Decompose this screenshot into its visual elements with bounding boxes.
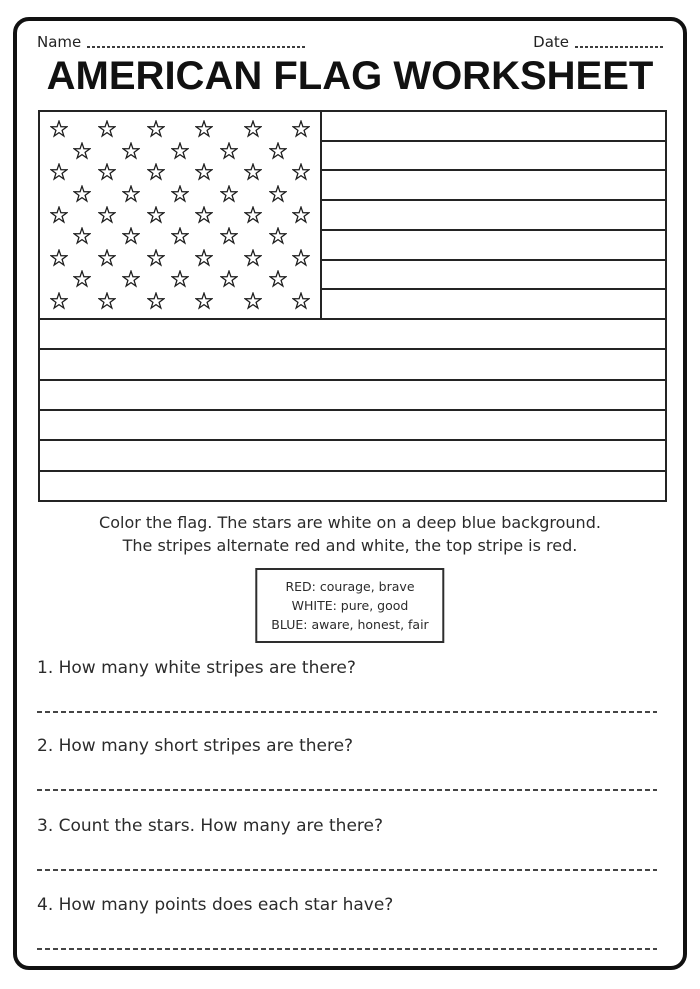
star-icon [171,227,189,245]
legend-line-white: WHITE: pure, good [291,598,409,613]
star-icon [98,292,116,310]
star-icon [244,292,262,310]
stripe [40,411,665,441]
worksheet-page-border [13,17,687,970]
name-label: Name [37,33,82,51]
stripe [40,381,665,411]
star-row [40,227,320,245]
question-text-2: 2. How many short stripes are there? [37,736,354,756]
date-label: Date [533,33,569,51]
star-row [40,120,320,138]
stripe [322,142,665,172]
star-icon [292,249,310,267]
name-input-line [87,46,307,48]
name-field [37,33,307,51]
star-icon [292,292,310,310]
flag-canton [40,112,322,320]
color-legend-box [255,568,444,643]
stripe [40,320,665,350]
stripe [322,290,665,320]
star-icon [220,270,238,288]
star-icon [292,120,310,138]
star-icon [171,142,189,160]
star-icon [195,206,213,224]
star-icon [122,142,140,160]
star-icon [269,142,287,160]
star-icon [98,120,116,138]
page-title: AMERICAN FLAG WORKSHEET [46,54,654,98]
star-icon [195,249,213,267]
star-icon [292,206,310,224]
star-icon [269,227,287,245]
star-icon [147,163,165,181]
star-icon [73,142,91,160]
star-row [40,292,320,310]
header-fields [37,33,663,51]
stripe [40,350,665,380]
question-text-1: 1. How many white stripes are there? [37,658,356,678]
star-icon [50,206,68,224]
star-icon [50,292,68,310]
answer-line-3 [37,869,657,871]
question-text-3: 3. Count the stars. How many are there? [37,816,384,836]
star-icon [244,206,262,224]
star-row [40,163,320,181]
star-icon [98,249,116,267]
star-icon [244,120,262,138]
star-icon [98,163,116,181]
stripe [322,112,665,142]
star-row [40,142,320,160]
question-block-4 [37,892,657,950]
star-icon [122,185,140,203]
star-icon [171,270,189,288]
short-stripes [322,112,665,320]
star-row [40,270,320,288]
legend-line-blue: BLUE: aware, honest, fair [271,617,429,632]
star-icon [269,185,287,203]
question-block-3 [37,813,657,871]
star-icon [73,227,91,245]
star-icon [50,163,68,181]
star-row [40,249,320,267]
star-icon [195,163,213,181]
date-input-line [575,46,663,48]
answer-line-4 [37,948,657,950]
stripe [322,201,665,231]
star-icon [195,120,213,138]
answer-line-2 [37,789,657,791]
star-icon [122,270,140,288]
star-icon [73,185,91,203]
star-icon [147,120,165,138]
long-stripes [40,320,665,500]
instruction-line-2: The stripes alternate red and white, the top stripe is red. [122,536,578,555]
stripe [322,261,665,291]
star-icon [147,206,165,224]
star-icon [147,249,165,267]
stripe [40,472,665,500]
star-icon [220,142,238,160]
star-icon [220,185,238,203]
question-block-2 [37,733,657,791]
instruction-line-1: Color the flag. The stars are white on a deep blue background. [99,513,601,532]
star-icon [292,163,310,181]
star-icon [147,292,165,310]
question-block-1 [37,655,657,713]
star-icon [50,249,68,267]
star-icon [122,227,140,245]
star-icon [50,120,68,138]
stripe [322,231,665,261]
star-icon [195,292,213,310]
star-icon [98,206,116,224]
star-icon [244,249,262,267]
date-field [533,33,663,51]
stripe [322,171,665,201]
star-icon [73,270,91,288]
star-row [40,185,320,203]
star-icon [244,163,262,181]
star-row [40,206,320,224]
answer-line-1 [37,711,657,713]
star-icon [269,270,287,288]
star-icon [171,185,189,203]
stripe [40,441,665,471]
star-icon [220,227,238,245]
flag-outline-drawing [38,110,667,502]
coloring-instructions [17,511,683,557]
question-text-4: 4. How many points does each star have? [37,895,394,915]
legend-line-red: RED: courage, brave [285,579,415,594]
